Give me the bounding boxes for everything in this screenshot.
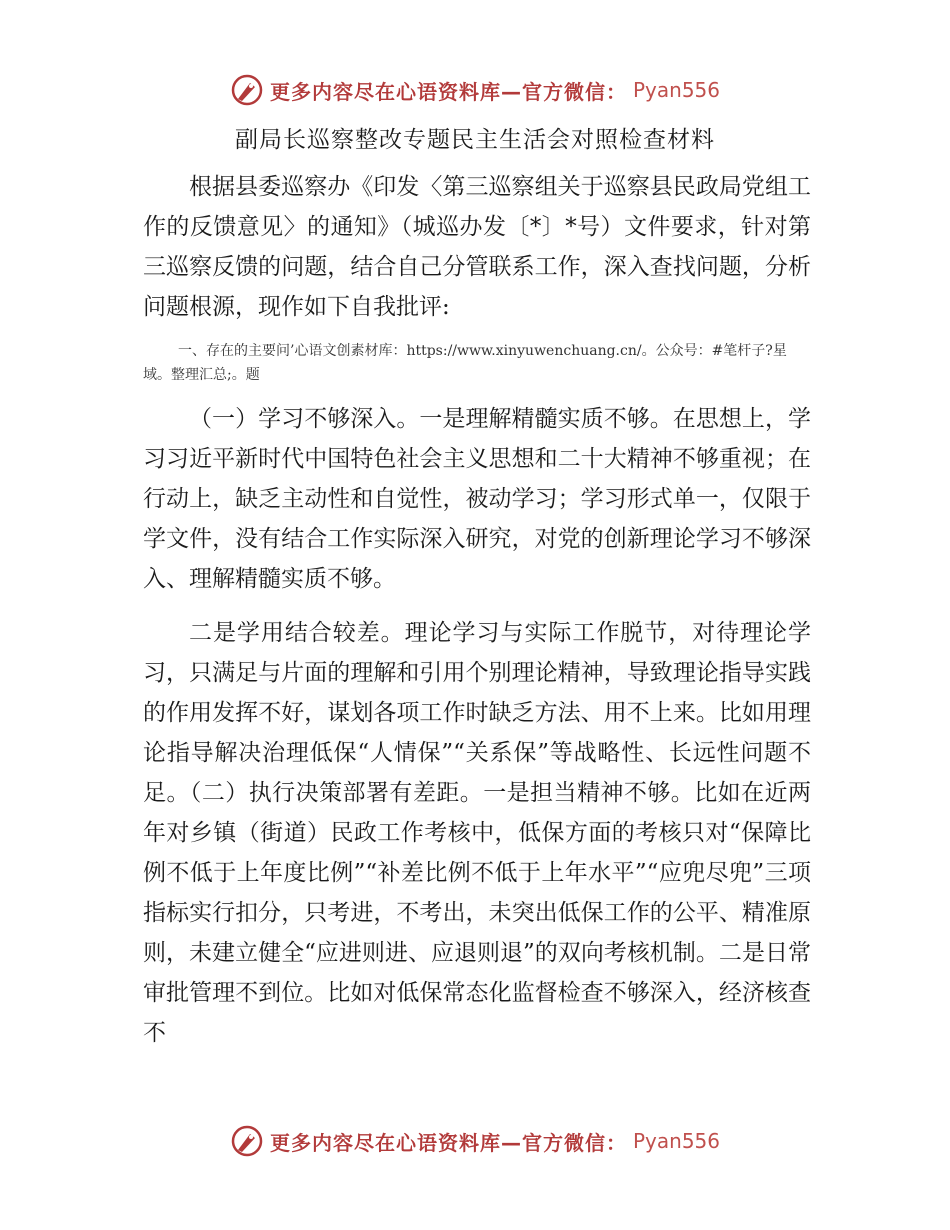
banner-text: 更多内容尽在心语资料库—官方微信： <box>269 1130 627 1155</box>
intro-paragraph: 根据县委巡察办《印发〈第三巡察组关于巡察县民政局党组工作的反馈意见〉的通知》（城巡办发〔*〕*号）文件要求，针对第三巡察反馈的问题，结合自己分管联系工作，深入查找问题，分析问题根源，现作如下自我批评: <box>143 174 811 320</box>
banner-wechat-id: Pyan556 <box>632 1129 720 1153</box>
footer-banner <box>0 1121 950 1161</box>
pen-nib-logo-icon <box>230 1124 264 1158</box>
document-body <box>143 167 811 1053</box>
pen-nib-logo-icon <box>230 73 264 107</box>
paragraph-practice: 二是学用结合较差。理论学习与实际工作脱节，对待理论学习，只满足与片面的理解和引用个别理论精神，导致理论指导实践的作用发挥不好，谋划各项工作时缺乏方法、用不上来。比如用理论指导解决治理低保“人情保”“关系保”等战略性、长远性问题不足。（二）执行决策部署有差距。一是担当精神不够。比如在近两年对乡镇（街道）民政工作考核中，低保方面的考核只对“保障比例不低于上年度比例”“补差比例不低于上年水平”“应兜尽兜”三项指标实行扣分，只考进，不考出，未突出低保工作的公平、精准原则，未建立健全“应进则进、应退则退”的双向考核机制。二是日常审批管理不到位。比如对低保常态化监督检查不够深入，经济核查不 <box>143 620 811 1046</box>
section-heading: 一、存在的主要问’心语文创素材库：https://www.xinyuwenchuang.cn/。公众号：#笔杆子?星域。整理汇总;。题 <box>143 343 787 383</box>
document-title: 副局长巡察整改专题民主生活会对照检查材料 <box>235 127 715 153</box>
banner-text: 更多内容尽在心语资料库—官方微信： <box>269 79 627 104</box>
banner-wechat-id: Pyan556 <box>632 78 720 102</box>
paragraph-study: （一）学习不够深入。一是理解精髓实质不够。在思想上，学习习近平新时代中国特色社会主义思想和二十大精神不够重视；在行动上，缺乏主动性和自觉性，被动学习；学习形式单一，仅限于学文件，没有结合工作实际深入研究，对党的创新理论学习不够深入、理解精髓实质不够。 <box>143 406 811 592</box>
header-banner <box>0 70 950 110</box>
